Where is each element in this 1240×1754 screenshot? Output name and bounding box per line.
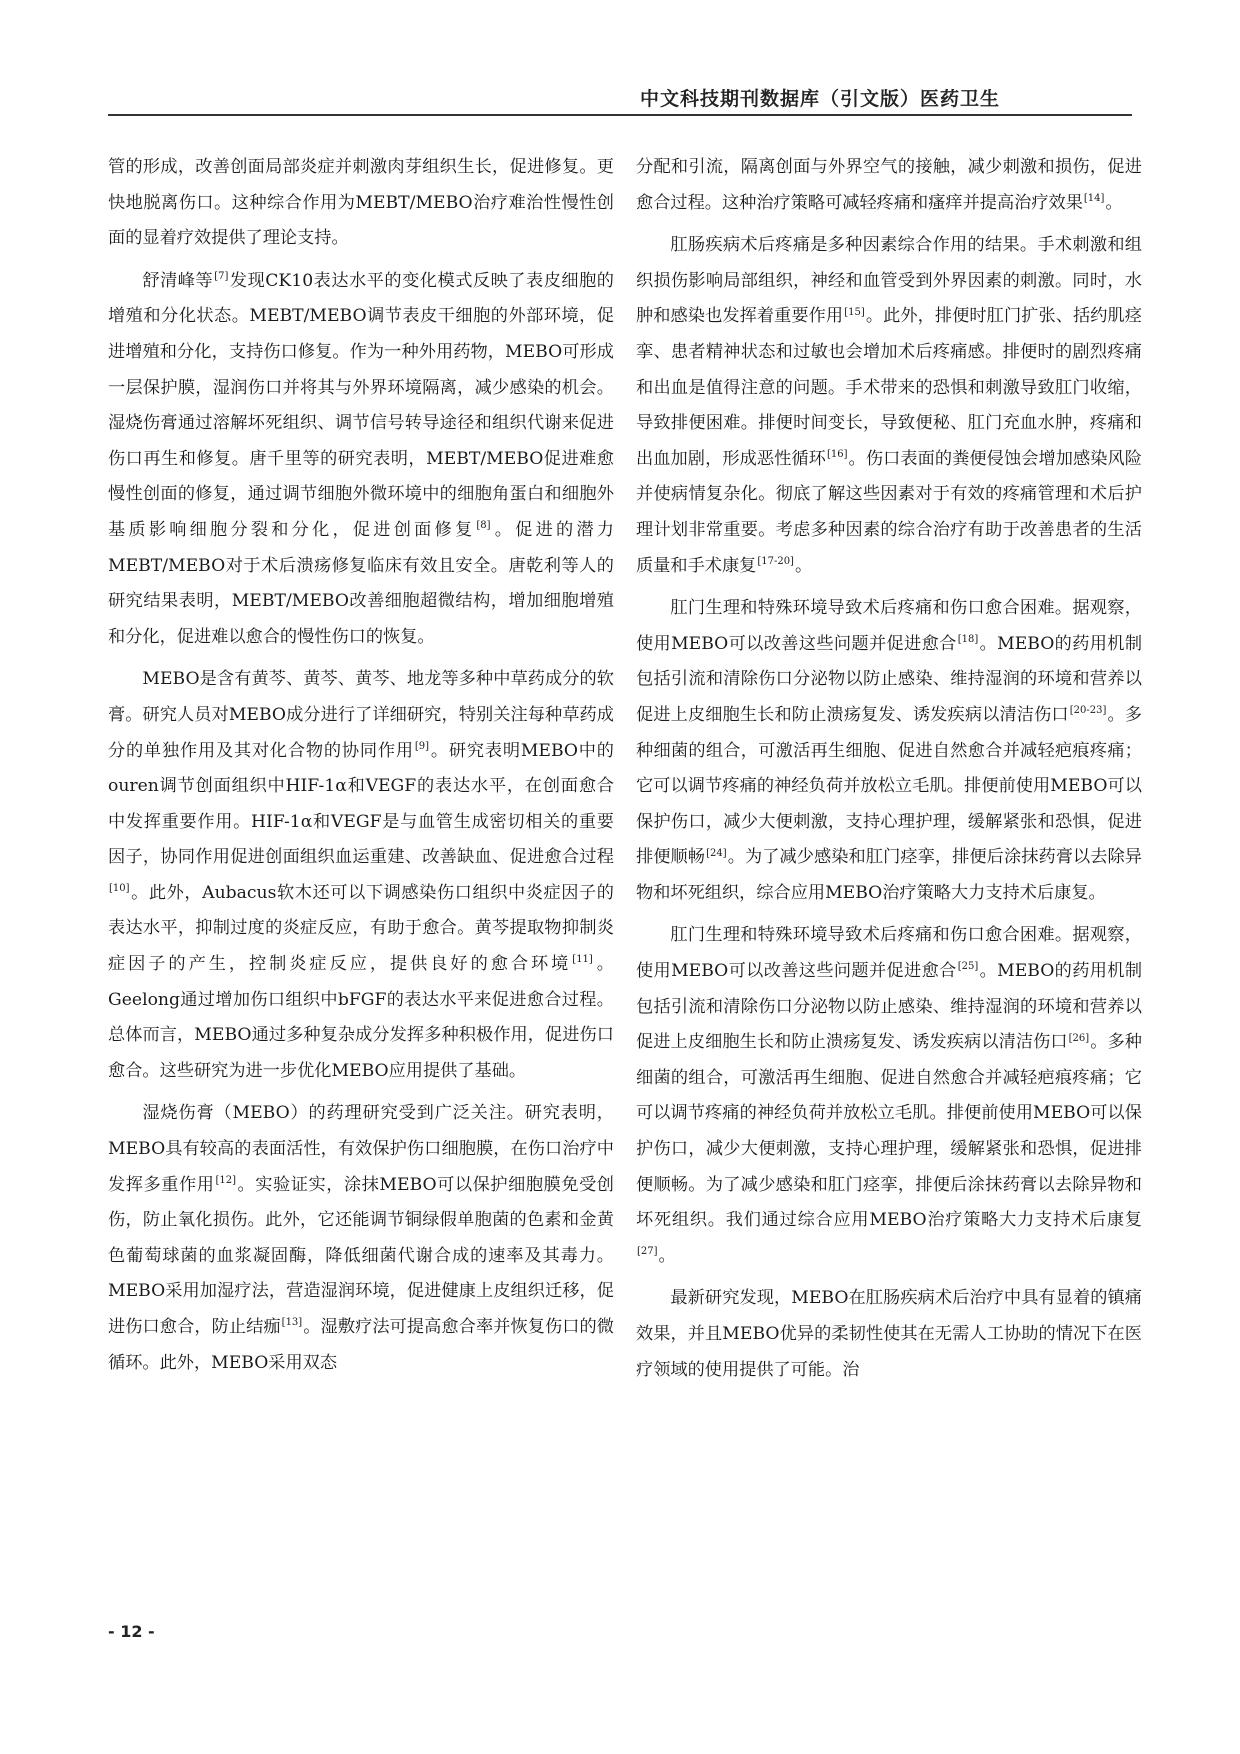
citation-ref: [8] (476, 520, 491, 532)
citation-ref: [15] (844, 306, 865, 318)
paragraph: 湿烧伤膏（MEBO）的药理研究受到广泛关注。研究表明，MEBO具有较高的表面活性，有效保护伤口细胞膜，在伤口治疗中发挥多重作用[12]。实验证实，涂抹MEBO可以保护细胞膜免受创伤，防止氧化损伤。此外，它还能调节铜绿假单胞菌的色素和金黄色葡萄球菌的血浆凝固酶，降低细菌代谢合成的速率及其毒力。MEBO采用加湿疗法，营造湿润环境，促进健康上皮组织迁移，促进伤口愈合，防止结痂[13]。湿敷疗法可提高愈合率并恢复伤口的微循环。此外，MEBO采用双态 (108, 1103, 614, 1373)
paragraph: 肛肠疾病术后疼痛是多种因素综合作用的结果。手术刺激和组织损伤影响局部组织，神经和血管受到外界因素的刺激。同时，水肿和感染也发挥着重要作用[15]。此外，排便时肛门扩张、括约肌痉挛、患者精神状态和过敏也会增加术后疼痛感。排便时的剧烈疼痛和出血是值得注意的问题。手术带来的恐惧和刺激导致肛门收缩，导致排便困难。排便时间变长，导致便秘、肛门充血水肿，疼痛和出血加剧，形成恶性循环[16]。伤口表面的粪便侵蚀会增加感染风险并使病情复杂化。彻底了解这些因素对于有效的疼痛管理和术后护理计划非常重要。考虑多种因素的综合治疗有助于改善患者的生活质量和手术康复[17-20]。 (636, 235, 1142, 576)
citation-ref: [7] (214, 271, 229, 283)
citation-ref: [12] (215, 1174, 236, 1186)
page-number: - 12 - (108, 1622, 155, 1641)
citation-ref: [25] (957, 961, 979, 973)
citation-ref: [11] (572, 954, 593, 966)
right-column (636, 150, 1142, 1388)
citation-ref: [26] (1068, 1032, 1090, 1044)
left-column (108, 150, 614, 1381)
running-header (108, 82, 1132, 116)
citation-ref: [9] (414, 740, 430, 752)
citation-ref: [16] (826, 449, 848, 461)
journal-title: 中文科技期刊数据库（引文版）医药卫生 (639, 88, 1000, 110)
paragraph: 肛门生理和特殊环境导致术后疼痛和伤口愈合困难。据观察，使用MEBO可以改善这些问题并促进愈合[18]。MEBO的药用机制包括引流和清除伤口分泌物以防止感染、维持湿润的环境和营养以促进上皮细胞生长和防止溃疡复发、诱发疾病以清洁伤口[20-23]。多种细菌的组合，可激活再生细胞、促进自然愈合并减轻疤痕疼痛；它可以调节疼痛的神经负荷并放松立毛肌。排便前使用MEBO可以保护伤口，减少大便刺激，支持心理护理，缓解紧张和恐惧，促进排便顺畅[24]。为了减少感染和肛门痉挛，排便后涂抹药膏以去除异物和坏死组织，综合应用MEBO治疗策略大力支持术后康复。 (636, 598, 1143, 903)
citation-ref: [17-20] (757, 555, 794, 567)
citation-ref: [27] (637, 1246, 658, 1258)
paragraph: 舒清峰等[7]发现CK10表达水平的变化模式反映了表皮细胞的增殖和分化状态。MEBT/MEBO调节表皮干细胞的外部环境，促进增殖和分化，支持伤口修复。作为一种外用药物，MEBO可形成一层保护膜，湿润伤口并将其与外界环境隔离，减少感染的机会。湿烧伤膏通过溶解坏死组织、调节信号转导途径和组织代谢来促进伤口再生和修复。唐千里等的研究表明，MEBT/MEBO促进难愈慢性创面的修复，通过调节细胞外微环境中的细胞角蛋白和细胞外基质影响细胞分裂和分化，促进创面修复[8]。促进的潜力MEBT/MEBO对于术后溃疡修复临床有效且安全。唐乾利等人的研究结果表明，MEBT/MEBO改善细胞超微结构，增加细胞增殖和分化，促进难以愈合的慢性伤口的恢复。 (108, 270, 614, 647)
citation-ref: [10] (109, 883, 130, 895)
paragraph: 肛门生理和特殊环境导致术后疼痛和伤口愈合困难。据观察，使用MEBO可以改善这些问题并促进愈合[25]。MEBO的药用机制包括引流和清除伤口分泌物以防止感染、维持湿润的环境和营养以促进上皮细胞生长和防止溃疡复发、诱发疾病以清洁伤口[26]。多种细菌的组合，可激活再生细胞、促进自然愈合并减轻疤痕疼痛；它可以调节疼痛的神经负荷并放松立毛肌。排便前使用MEBO可以保护伤口，减少大便刺激，支持心理护理，缓解紧张和恐惧，促进排便顺畅。为了减少感染和肛门痉挛，排便后涂抹药膏以去除异物和坏死组织。我们通过综合应用MEBO治疗策略大力支持术后康复[27]。 (636, 925, 1143, 1266)
header-rule (108, 114, 1132, 116)
citation-ref: [24] (706, 847, 727, 859)
citation-ref: [20-23] (1069, 705, 1107, 717)
paragraph: 最新研究发现，MEBO在肛肠疾病术后治疗中具有显着的镇痛效果，并且MEBO优异的柔韧性使其在无需人工协助的情况下在医疗领域的使用提供了可能。治 (636, 1288, 1142, 1380)
paragraph: MEBO是含有黄芩、黄芩、黄芩、地龙等多种中草药成分的软膏。研究人员对MEBO成分进行了详细研究，特别关注每种草药成分的单独作用及其对化合物的协同作用[9]。研究表明MEBO中的ouren调节创面组织中HIF-1α和VEGF的表达水平，在创面愈合中发挥重要作用。HIF-1α和VEGF是与血管生成密切相关的重要因子，协同作用促进创面组织血运重建、改善缺血、促进愈合过程[10]。此外，Aubacus软木还可以下调感染伤口组织中炎症因子的表达水平，抑制过度的炎症反应，有助于愈合。黄芩提取物抑制炎症因子的产生，控制炎症反应，提供良好的愈合环境[11]。Geelong通过增加伤口组织中bFGF的表达水平来促进愈合过程。总体而言，MEBO通过多种复杂成分发挥多种积极作用，促进伤口愈合。这些研究为进一步优化MEBO应用提供了基础。 (108, 669, 614, 1081)
paragraph: 分配和引流，隔离创面与外界空气的接触，减少刺激和损伤，促进愈合过程。这种治疗策略可减轻疼痛和瘙痒并提高治疗效果[14]。 (636, 157, 1142, 213)
paragraph: 管的形成，改善创面局部炎症并刺激肉芽组织生长，促进修复。更快地脱离伤口。这种综合作用为MEBT/MEBO治疗难治性慢性创面的显着疗效提供了理论支持。 (108, 157, 614, 249)
citation-ref: [18] (957, 633, 979, 645)
citation-ref: [13] (281, 1317, 303, 1329)
citation-ref: [14] (1083, 192, 1105, 204)
